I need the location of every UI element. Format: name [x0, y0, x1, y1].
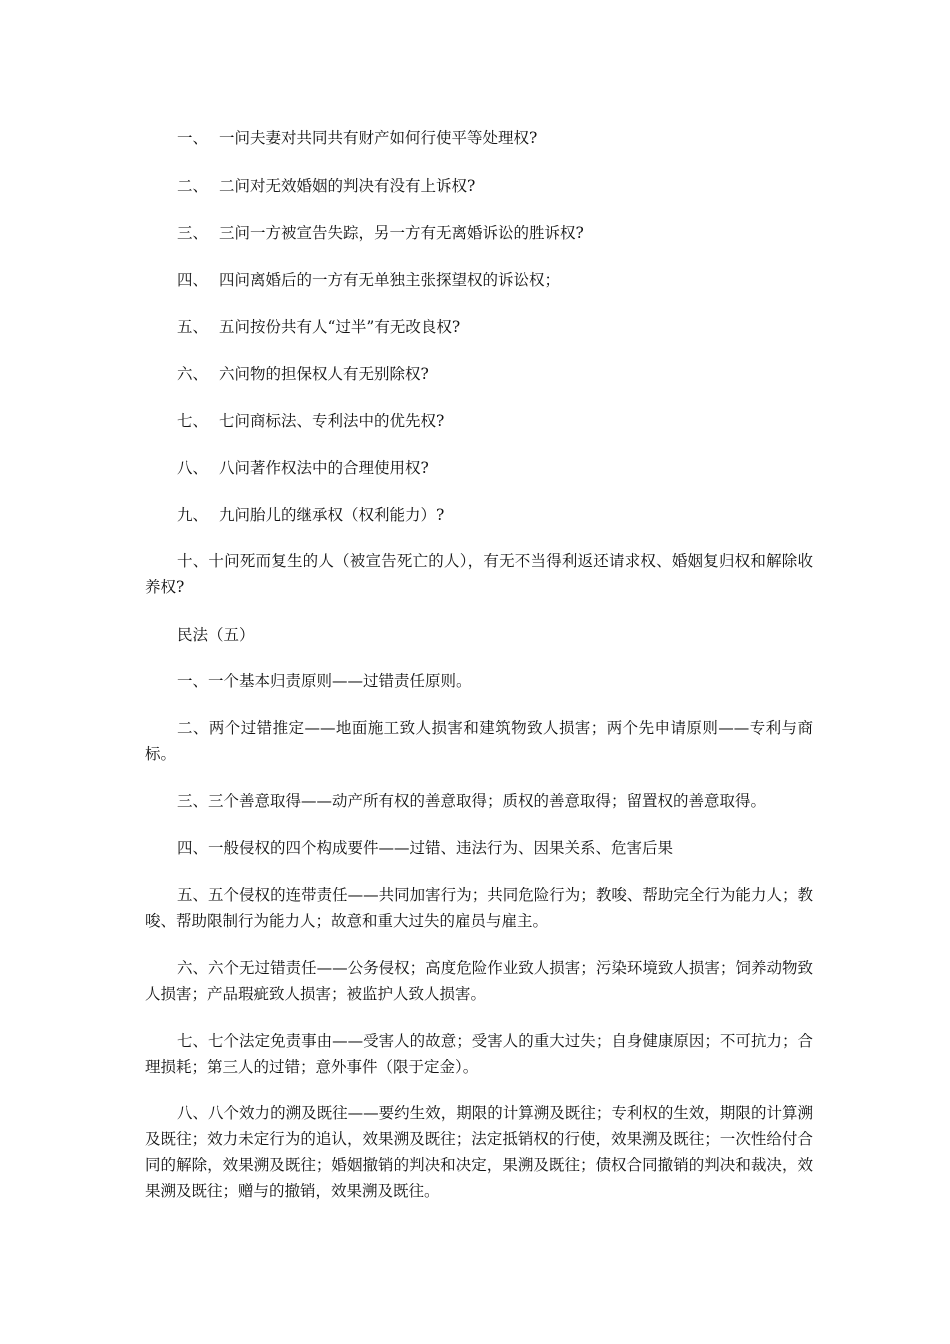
question-number: 八、: [177, 459, 209, 477]
question-number: 六、: [177, 365, 209, 383]
list-item: 五、五个侵权的连带责任——共同加害行为；共同危险行为；教唆、帮助完全行为能力人；教唆、帮助限制行为能力人；故意和重大过失的雇员与雇主。: [145, 886, 813, 930]
list-item: 一、一个基本归责原则——过错责任原则。: [177, 672, 472, 690]
list-item: 四、一般侵权的四个构成要件——过错、违法行为、因果关系、危害后果: [177, 839, 674, 857]
question-number: 四、: [177, 271, 209, 289]
list-item: 七、七个法定免责事由——受害人的故意；受害人的重大过失；自身健康原因；不可抗力；合理损耗；第三人的过错；意外事件（限于定金）。: [145, 1032, 813, 1076]
question-6: [177, 362, 429, 386]
question-text: 二问对无效婚姻的判决有没有上诉权?: [219, 177, 476, 195]
question-number: 二、: [177, 177, 209, 195]
question-text: 一问夫妻对共同共有财产如何行使平等处理权?: [219, 129, 538, 147]
question-text: 五问按份共有人“过半”有无改良权?: [219, 318, 461, 336]
question-number: 一、: [177, 129, 209, 147]
question-1: [177, 126, 537, 150]
question-3: [177, 221, 584, 245]
question-9: [177, 503, 444, 527]
question-text: 四问离婚后的一方有无单独主张探望权的诉讼权；: [219, 271, 561, 289]
list-item: 八、八个效力的溯及既往——要约生效，期限的计算溯及既往；专利权的生效，期限的计算溯及既往；效力未定行为的追认，效果溯及既往；法定抵销权的行使，效果溯及既往；一次性给付合同的解除，效果溯及既往；婚姻撤销的判决和决定，果溯及既往；债权合同撤销的判决和裁决，效果溯及既往；赠与的撤销，效果溯及既往。: [145, 1104, 813, 1200]
question-8: [177, 456, 429, 480]
question-number: 九、: [177, 506, 209, 524]
question-text: 六问物的担保权人有无别除权?: [219, 365, 429, 383]
list-item: 三、三个善意取得——动产所有权的善意取得；质权的善意取得；留置权的善意取得。: [177, 792, 767, 810]
question-4: [177, 268, 560, 292]
question-2: [177, 174, 475, 198]
question-10: 十、十问死而复生的人（被宣告死亡的人），有无不当得利返还请求权、婚姻复归权和解除收养权?: [145, 552, 813, 596]
section-title: 民法（五）: [177, 626, 255, 644]
question-text: 三问一方被宣告失踪，另一方有无离婚诉讼的胜诉权?: [219, 224, 584, 242]
question-7: [177, 409, 444, 433]
question-number: 三、: [177, 224, 209, 242]
list-item: 二、两个过错推定——地面施工致人损害和建筑物致人损害；两个先申请原则——专利与商标。: [145, 719, 813, 763]
question-text: 八问著作权法中的合理使用权?: [219, 459, 429, 477]
question-text: 七问商标法、专利法中的优先权?: [219, 412, 445, 430]
list-item: 六、六个无过错责任——公务侵权；高度危险作业致人损害；污染环境致人损害；饲养动物致人损害；产品瑕疵致人损害；被监护人致人损害。: [145, 959, 813, 1003]
question-text: 九问胎儿的继承权（权利能力）?: [219, 506, 445, 524]
question-number: 五、: [177, 318, 209, 336]
question-5: [177, 315, 460, 339]
question-number: 七、: [177, 412, 209, 430]
